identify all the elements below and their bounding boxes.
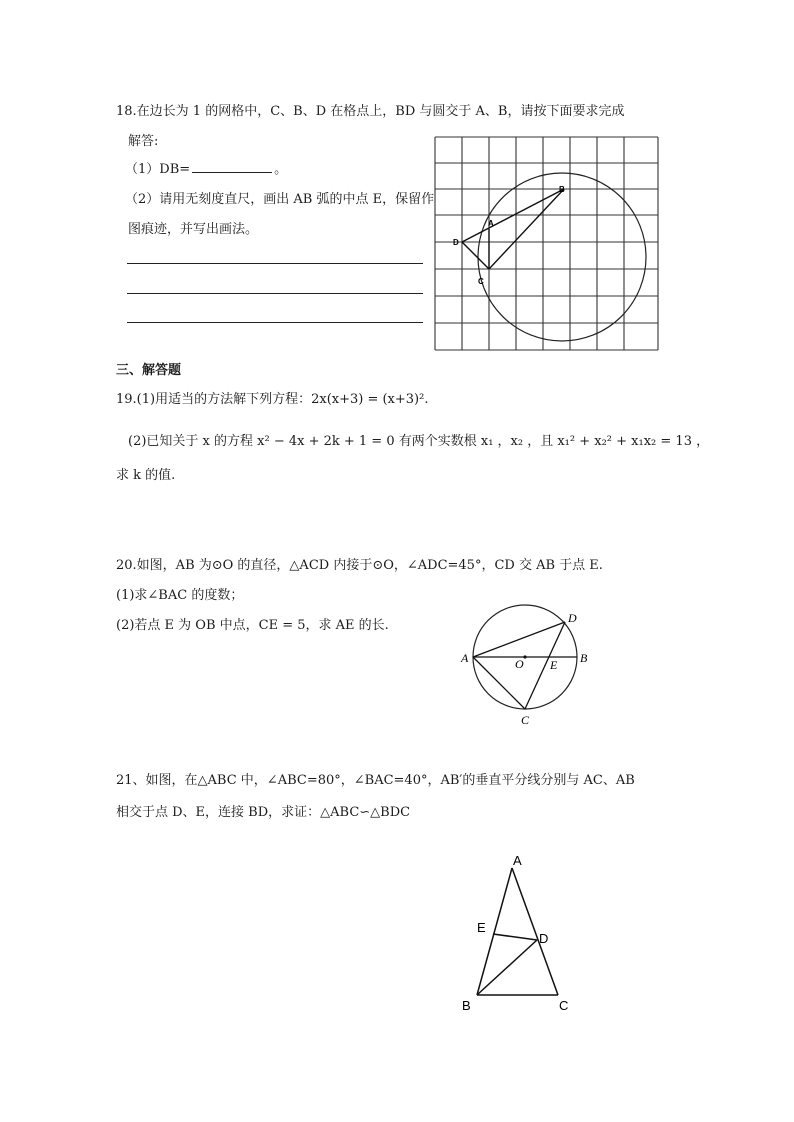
- q21-side-ac: [512, 868, 558, 995]
- q20-label-o: O: [515, 657, 524, 671]
- q18-line2: 解答:: [128, 134, 159, 149]
- q18-grid-figure: [430, 132, 665, 357]
- q20-label-c: C: [521, 713, 530, 727]
- q21-line1: 21、如图，在△ABC 中，∠ABC=80°，∠BAC=40°，AB′的垂直平分线分别与 AC、AB: [116, 773, 635, 788]
- q20-line2: (1)求∠BAC 的度数；: [116, 588, 244, 603]
- q21-segment-bd: [477, 940, 537, 995]
- q18-part1-prefix: （1）DB=: [125, 162, 191, 177]
- q20-circle-figure: [455, 600, 605, 740]
- q21-triangle-figure: [455, 848, 585, 1018]
- q18-answer-line-2[interactable]: [127, 293, 423, 294]
- q21-label-b: B: [462, 998, 471, 1013]
- q20-label-e: E: [550, 658, 558, 672]
- q21-label-c: C: [559, 998, 569, 1013]
- q18-answer-blank[interactable]: [192, 160, 272, 173]
- q19-line3: 求 k 的值.: [116, 468, 176, 483]
- q20-line3: (2)若点 E 为 OB 中点，CE = 5，求 AE 的长.: [116, 618, 389, 633]
- q18-part1: [125, 160, 287, 179]
- q21-label-e: E: [477, 920, 486, 935]
- q20-label-a: A: [461, 651, 469, 665]
- q18-label-c: C: [478, 277, 484, 286]
- q21-line2: 相交于点 D、E，连接 BD，求证：△ABC∽△BDC: [116, 805, 411, 820]
- q18-part2-line1: （2）请用无刻度直尺，画出 AB 弧的中点 E，保留作: [125, 192, 435, 207]
- q20-label-d: D: [568, 611, 577, 625]
- q20-label-b: B: [580, 651, 588, 665]
- grid-lines: [435, 137, 658, 350]
- q18-segments: [462, 189, 564, 269]
- q21-label-d: D: [539, 931, 549, 946]
- q18-part2-line2: 图痕迹，并写出画法。: [128, 222, 259, 237]
- q18-label-b: B: [559, 185, 565, 194]
- q19-line2: (2)已知关于 x 的方程 x² − 4x + 2k + 1 = 0 有两个实数根 x₁ ，x₂ ，且 x₁² + x₂² + x₁x₂ = 13 ，: [128, 434, 710, 449]
- q18-circle: [478, 173, 646, 341]
- q18-line1: 18.在边长为 1 的网格中，C、B、D 在格点上，BD 与圆交于 A、B，请按下面要求完成: [116, 104, 625, 119]
- q18-answer-line-3[interactable]: [127, 322, 423, 323]
- q20-line1: 20.如图，AB 为⊙O 的直径，△ACD 内接于⊙O，∠ADC=45°，CD 交 AB 于点 E.: [116, 558, 603, 573]
- q21-label-a: A: [513, 853, 522, 868]
- q21-segment-ed: [493, 934, 537, 940]
- q18-part1-suffix: 。: [274, 162, 288, 177]
- q20-center-dot: [523, 655, 526, 658]
- section-heading: 三、解答题: [116, 363, 182, 378]
- q18-answer-line-1[interactable]: [127, 263, 423, 264]
- q18-label-d: D: [453, 238, 459, 247]
- q19-line1: 19.(1)用适当的方法解下列方程：2x(x+3) = (x+3)².: [116, 392, 429, 407]
- q18-label-a: A: [488, 219, 494, 228]
